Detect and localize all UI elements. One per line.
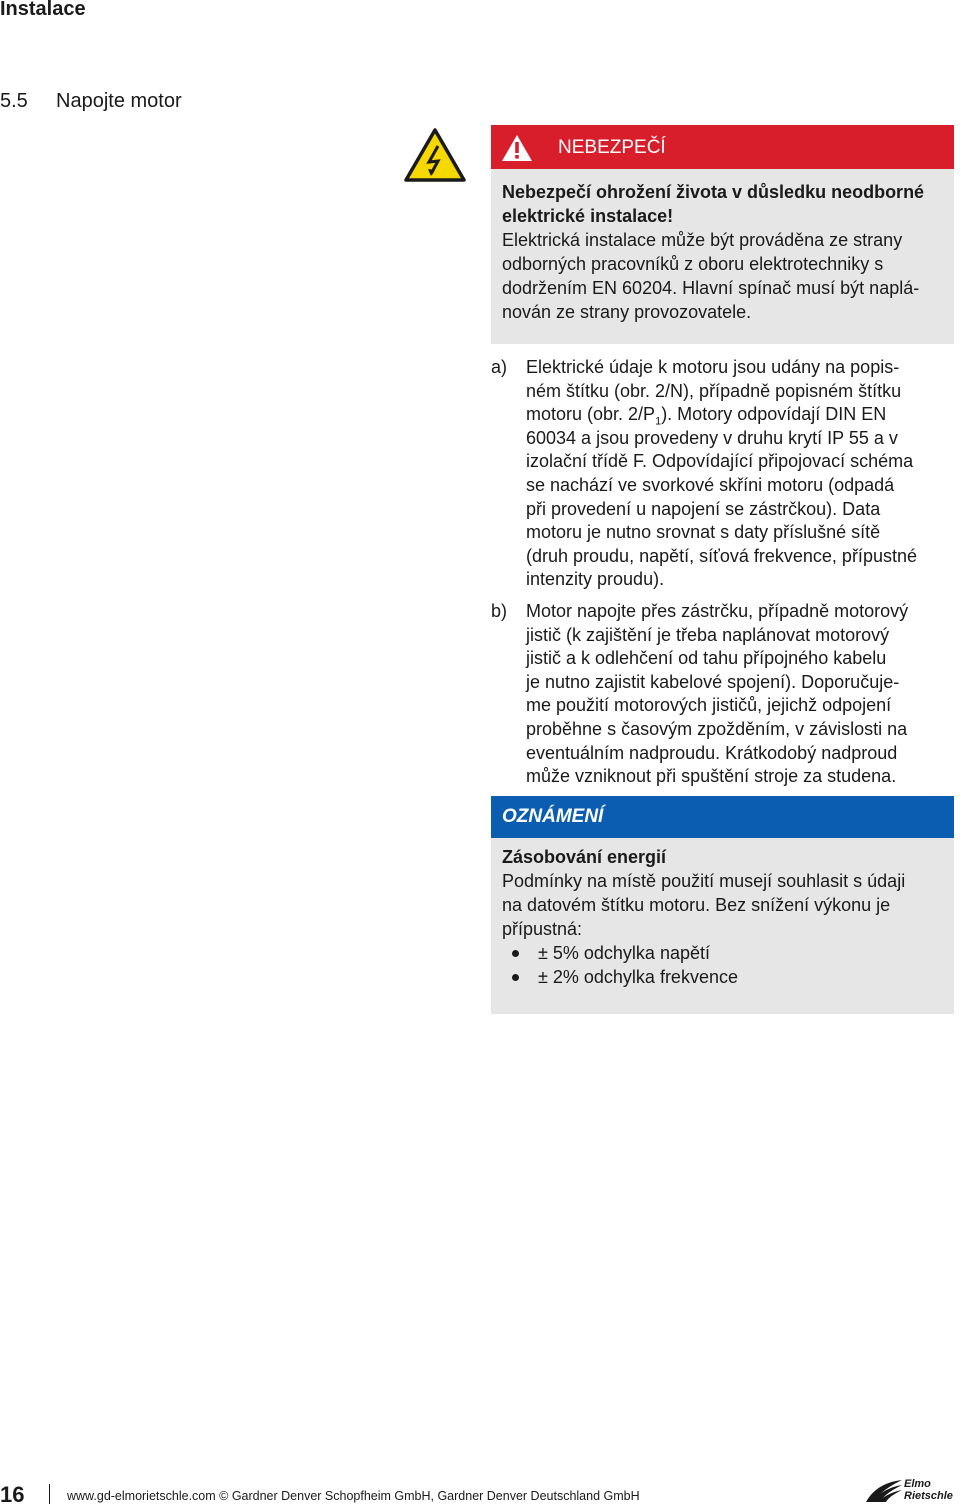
page-header-title: Instalace xyxy=(0,0,86,20)
list-marker-a: a) xyxy=(491,357,508,377)
list-item-line: intenzity proudu). xyxy=(526,569,665,590)
footer-text: www.gd-elmorietschle.com © Gardner Denver Schopfheim GmbH, Gardner Denver Deutschland GmbH xyxy=(67,1489,640,1503)
list-item-line: izolační třídě F. Odpovídající připojovací schéma xyxy=(526,451,914,472)
list-item-line-part: motoru (obr. 2/P xyxy=(526,404,656,425)
footer-divider xyxy=(49,1484,50,1504)
notice-body xyxy=(502,845,945,989)
danger-heading-line: Nebezpečí ohrožení života v důsledku neodborné xyxy=(502,182,925,202)
notice-body-line: na datovém štítku motoru. Bez snížení výkonu je xyxy=(502,895,891,915)
danger-notice-body xyxy=(502,180,945,324)
list-item-line: me použití motorových jističů, jejichž odpojení xyxy=(526,695,892,716)
danger-notice-header xyxy=(491,125,954,169)
list-item-line: 60034 a jsou provedeny v druhu krytí IP 55 a v xyxy=(526,427,898,448)
danger-heading-line: elektrické instalace! xyxy=(502,206,674,226)
logo-swoosh-icon xyxy=(862,1478,904,1504)
logo-wordmark xyxy=(904,1478,953,1502)
list-item-line: je nutno zajistit kabelové spojení). Doporučuje- xyxy=(526,671,900,692)
notice-bullet-text: ± 2% odchylka frekvence xyxy=(538,967,738,987)
list-item-line-part: ). Motory odpovídají DIN EN xyxy=(661,404,887,425)
section-number: 5.5 xyxy=(0,90,28,112)
instruction-list xyxy=(491,356,955,789)
elmo-rietschle-logo xyxy=(862,1476,954,1506)
list-item-line: motoru je nutno srovnat s daty příslušné sítě xyxy=(526,522,881,543)
danger-body-line: odborných pracovníků z oboru elektrotechniky s xyxy=(502,254,884,274)
footer-page-number: 16 xyxy=(0,1482,25,1507)
section-heading xyxy=(0,90,182,113)
list-item-line: jistič a k odlehčení od tahu přípojného kabelu xyxy=(526,648,887,669)
subscript-index: 1 xyxy=(655,415,662,428)
list-item-a xyxy=(491,356,955,592)
notice-heading: Zásobování energií xyxy=(502,847,667,867)
notice-header xyxy=(491,796,954,838)
list-item-line: (druh proudu, napětí, síťová frekvence, přípustné xyxy=(526,545,917,566)
notice-box xyxy=(491,796,954,1014)
list-item-line: ném štítku (obr. 2/N), případně popisném štítku xyxy=(526,380,902,401)
section-title: Napojte motor xyxy=(56,90,182,112)
list-marker-b: b) xyxy=(491,600,508,621)
list-item-line: Motor napojte přes zástrčku, případně motorový xyxy=(526,600,909,621)
danger-body-line: Elektrická instalace může být prováděna ze strany xyxy=(502,230,903,250)
logo-line: Elmo xyxy=(904,1478,931,1490)
notice-bullet-list xyxy=(502,941,945,989)
notice-body-line: přípustná: xyxy=(502,919,583,939)
logo-line: Rietschle xyxy=(904,1490,953,1502)
list-item-b xyxy=(491,600,955,789)
notice-bullet-item xyxy=(502,941,945,965)
danger-body-line: dodržením EN 60204. Hlavní spínač musí být naplá- xyxy=(502,278,920,298)
list-item-line: jistič (k zajištění je třeba naplánovat motorový xyxy=(526,624,890,645)
list-item-line: eventuálním nadproudu. Krátkodobý nadproud xyxy=(526,742,898,763)
exclamation-warning-icon xyxy=(501,134,533,162)
list-item-line: Elektrické údaje k motoru jsou udány na popis- xyxy=(526,357,900,377)
list-item-line: při provedení u napojení se zástrčkou). Data xyxy=(526,498,881,519)
bullet-dot-icon xyxy=(512,974,519,981)
high-voltage-warning-icon xyxy=(404,128,466,182)
notice-bullet-item xyxy=(502,965,945,989)
notice-bullet-text: ± 5% odchylka napětí xyxy=(538,943,710,963)
list-item-line xyxy=(526,403,955,427)
list-item-line: se nachází ve svorkové skříni motoru (odpadá xyxy=(526,474,895,495)
list-item-line: proběhne s časovým zpožděním, v závislosti na xyxy=(526,718,908,739)
list-item-line: může vzniknout při spuštění stroje za studena. xyxy=(526,766,897,787)
danger-body-line: nován ze strany provozovatele. xyxy=(502,302,752,322)
bullet-dot-icon xyxy=(512,950,519,957)
notice-label: OZNÁMENÍ xyxy=(502,806,604,827)
danger-notice-box xyxy=(491,125,954,344)
danger-label: NEBEZPEČÍ xyxy=(558,137,666,158)
notice-body-line: Podmínky na místě použití musejí souhlasit s údaji xyxy=(502,871,906,891)
